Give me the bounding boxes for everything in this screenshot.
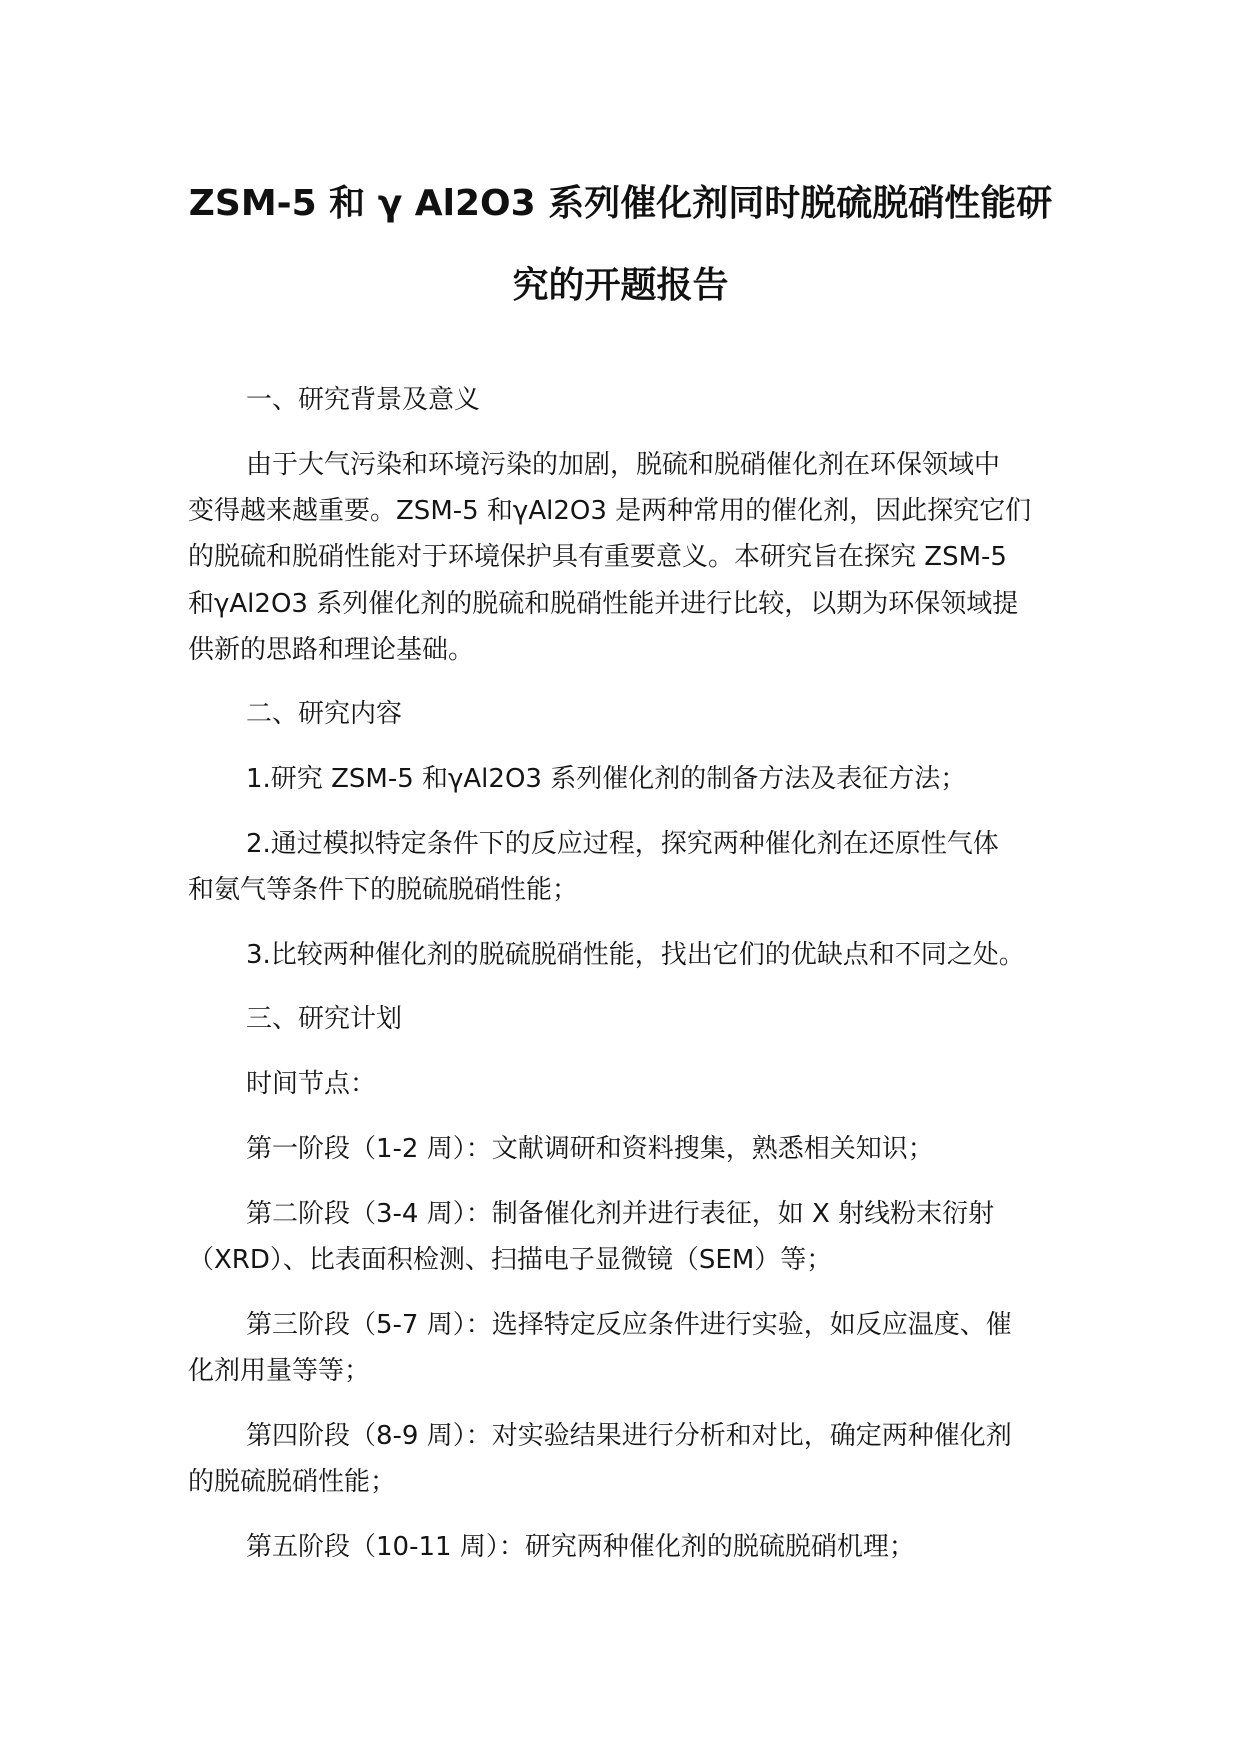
plan-stage-3-line-1: 第三阶段（5-7 周）：选择特定反应条件进行实验，如反应温度、催	[246, 1310, 1012, 1340]
timeline-label: 时间节点：	[246, 1069, 377, 1099]
document-title-line-2: 究的开题报告	[512, 265, 729, 306]
plan-stage-2-line-1: 第二阶段（3-4 周）：制备催化剂并进行表征，如 X 射线粉末衍射	[246, 1199, 995, 1229]
document-title-line-1: ZSM-5 和 γ Al2O3 系列催化剂同时脱硫脱硝性能研	[188, 183, 1053, 224]
plan-stage-5: 第五阶段（10-11 周）：研究两种催化剂的脱硫脱硝机理；	[246, 1532, 915, 1562]
content-item-2-line-2: 和氨气等条件下的脱硫脱硝性能；	[188, 875, 579, 905]
plan-stage-2-line-2: （XRD）、比表面积检测、扫描电子显微镜（SEM）等；	[188, 1245, 833, 1275]
content-item-1: 1.研究 ZSM-5 和γAl2O3 系列催化剂的制备方法及表征方法；	[246, 764, 967, 794]
section-heading-background: 一、研究背景及意义	[246, 385, 481, 415]
paragraph-line: 和γAl2O3 系列催化剂的脱硫和脱硝性能并进行比较，以期为环保领域提	[188, 589, 1019, 619]
plan-stage-1: 第一阶段（1-2 周）：文献调研和资料搜集，熟悉相关知识；	[246, 1134, 934, 1164]
plan-stage-4-line-1: 第四阶段（8-9 周）：对实验结果进行分析和对比，确定两种催化剂	[246, 1421, 1012, 1451]
paragraph-line: 的脱硫和脱硝性能对于环境保护具有重要意义。本研究旨在探究 ZSM-5	[188, 542, 1007, 572]
content-item-2-line-1: 2.通过模拟特定条件下的反应过程，探究两种催化剂在还原性气体	[246, 829, 999, 859]
plan-stage-4-line-2: 的脱硫脱硝性能；	[188, 1467, 397, 1497]
plan-stage-3-line-2: 化剂用量等等；	[188, 1356, 371, 1386]
section-heading-content: 二、研究内容	[246, 699, 403, 729]
paragraph-line: 供新的思路和理论基础。	[188, 635, 475, 665]
paragraph-line: 由于大气污染和环境污染的加剧，脱硫和脱硝催化剂在环保领域中	[246, 450, 1001, 480]
paragraph-line: 变得越来越重要。ZSM-5 和γAl2O3 是两种常用的催化剂，因此探究它们	[188, 496, 1032, 526]
section-heading-plan: 三、研究计划	[246, 1004, 403, 1034]
content-item-3: 3.比较两种催化剂的脱硫脱硝性能，找出它们的优缺点和不同之处。	[246, 940, 1025, 970]
